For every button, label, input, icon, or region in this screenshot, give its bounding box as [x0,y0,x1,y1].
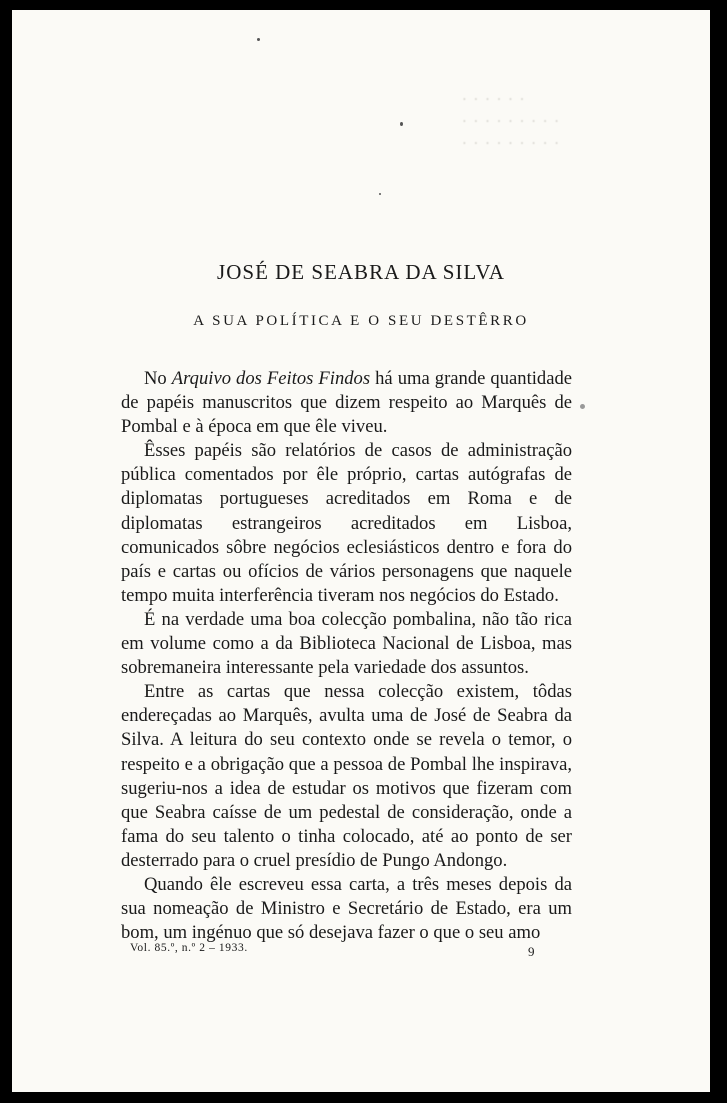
article-title: JOSÉ DE SEABRA DA SILVA [217,260,505,284]
document-page [12,10,710,1092]
paragraph: Quando êle escreveu essa carta, a três meses depois da sua nomeação de Ministro e Secretário de Estado, era um bom, um ingénuo que só desejava fazer o que o seu amo [121,873,572,944]
dust-speck [580,404,585,409]
dust-speck [257,38,260,41]
paragraph: É na verdade uma boa colecção pombalina, não tão rica em volume como a da Biblioteca Nacional de Lisboa, mas sobremaneira interessante pela variedade dos assuntos. [121,608,572,679]
article-body [121,367,572,945]
dust-speck [400,122,403,126]
paragraph: Entre as cartas que nessa colecção existem, tôdas endereçadas ao Marquês, avulta uma de José de Seabra da Silva. A leitura do seu contexto onde se revela o temor, o respeito e a obrigação que a pessoa de Pombal lhe inspirava, sugeriu-nos a idea de estudar os motivos que fizeram com que Seabra caísse de um pedestal de consideração, onde a fama do seu talento o tinha colocado, até ao ponto de ser desterrado para o cruel presídio de Pungo Andongo. [121,681,572,871]
paragraph: No Arquivo dos Feitos Findos há uma grande quantidade de papéis manuscritos que dizem respeito ao Marquês de Pombal e à época em que êle viveu. [121,368,572,438]
article-subtitle: A SUA POLÍTICA E O SEU DESTÊRRO [193,313,529,329]
dust-speck [379,193,381,195]
show-through-text: · · · · · · · · · · · · · · · · · · · · · · · · [462,90,561,152]
archive-name: Arquivo dos Feitos Findos [171,368,371,389]
page-number: 9 [528,944,535,959]
volume-reference: Vol. 85.º, n.º 2 – 1933. [130,942,248,954]
paragraph: Êsses papéis são relatórios de casos de administração pública comentados por êle próprio, cartas autógrafas de diplomatas portugueses acreditados em Roma e de diplomatas estrangeiros acreditados em Lisboa, comunicados sôbre negócios eclesiásticos dentro e fora do país e cartas ou ofícios de vários personagens que naquele tempo muita interferência tiveram nos negócios do Estado. [121,440,572,606]
